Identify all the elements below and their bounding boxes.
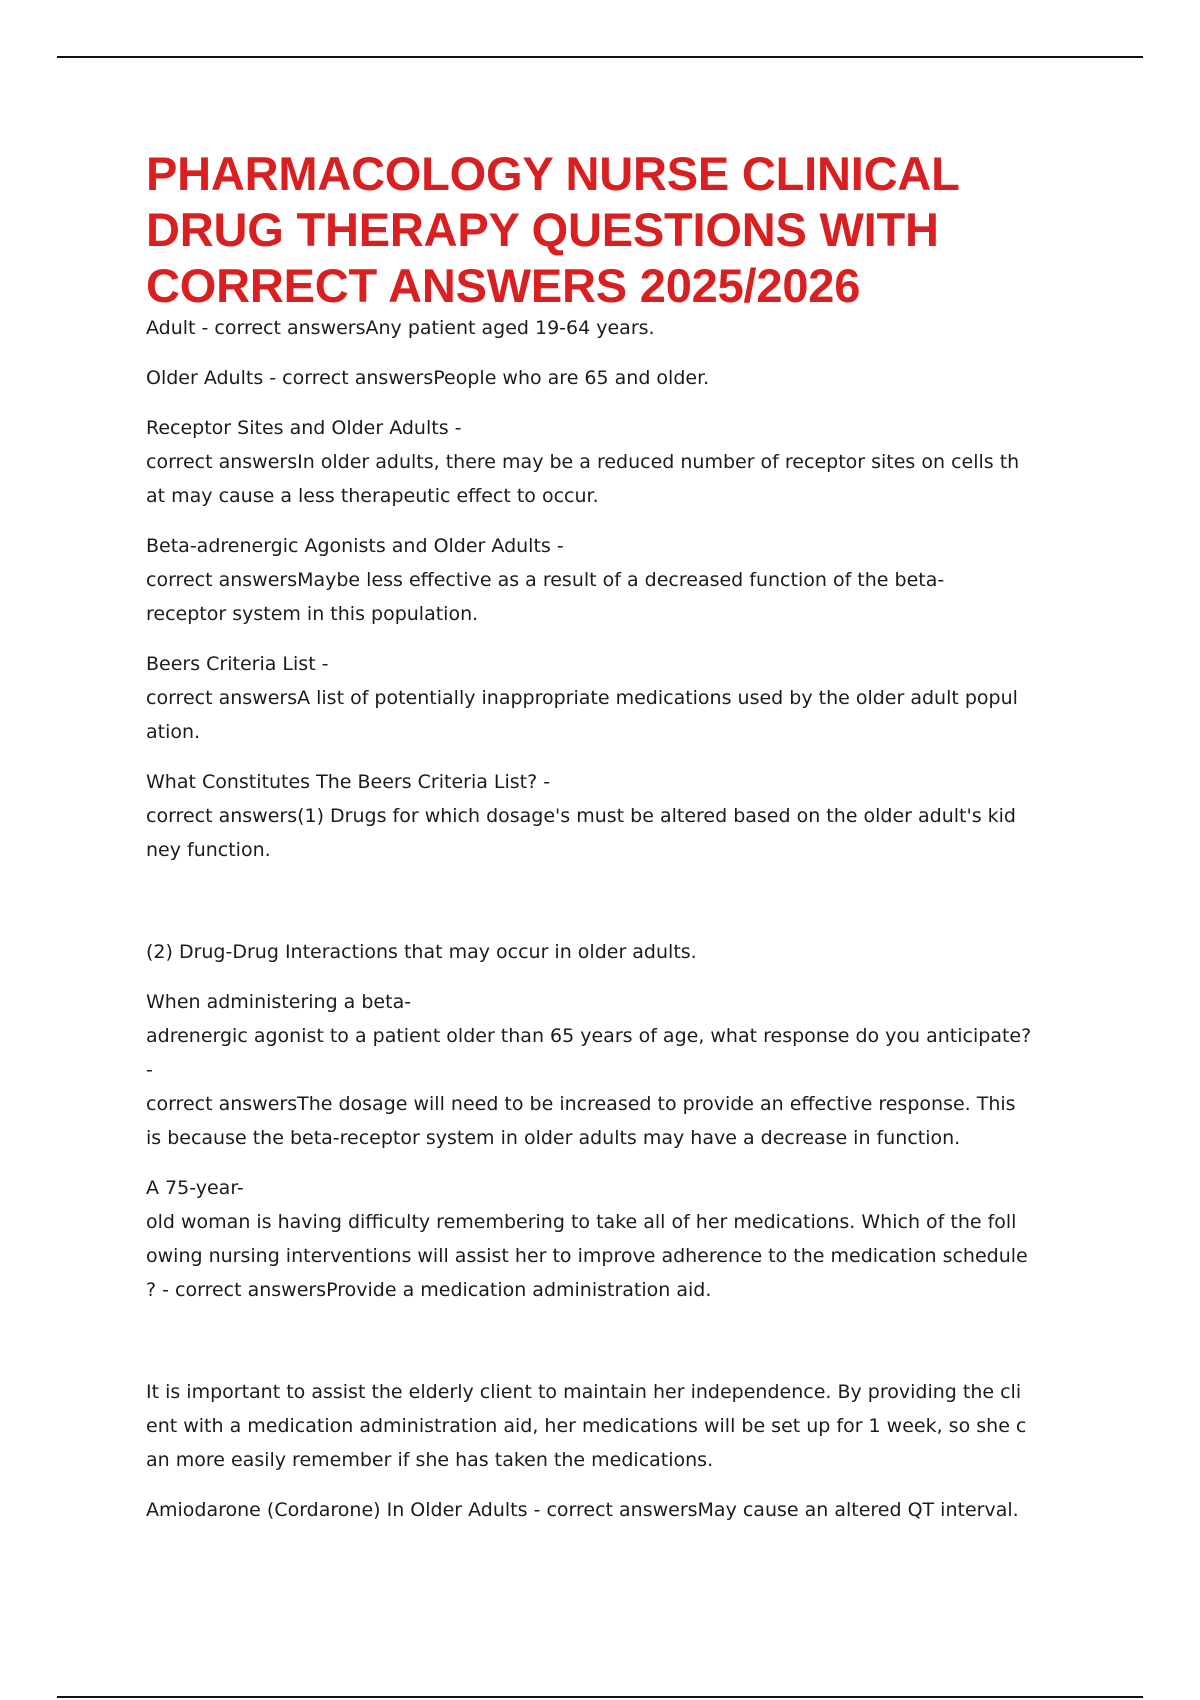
entry-line: Adult - correct answersAny patient aged 19-64 years. <box>146 317 655 339</box>
qa-entry-beers-constitutes <box>146 765 1066 867</box>
entry-line: receptor system in this population. <box>146 603 479 625</box>
entry-line: - <box>146 1059 153 1081</box>
entry-line: A 75-year- <box>146 1177 244 1199</box>
entry-line: Receptor Sites and Older Adults - <box>146 417 462 439</box>
entry-line: correct answersA list of potentially inappropriate medications used by the older adult popul <box>146 687 1018 709</box>
entry-line: at may cause a less therapeutic effect to occur. <box>146 485 599 507</box>
entry-line: is because the beta-receptor system in older adults may have a decrease in function. <box>146 1127 961 1149</box>
qa-entry-independence <box>146 1375 1066 1477</box>
entry-line: Beta-adrenergic Agonists and Older Adults - <box>146 535 564 557</box>
qa-entry-beers-criteria <box>146 647 1066 749</box>
entry-line: correct answersThe dosage will need to be increased to provide an effective response. This <box>146 1093 1016 1115</box>
entry-line: Older Adults - correct answersPeople who are 65 and older. <box>146 367 710 389</box>
entry-line: old woman is having difficulty remembering to take all of her medications. Which of the foll <box>146 1211 1017 1233</box>
qa-entry-receptor-sites <box>146 411 1066 513</box>
entry-line: Beers Criteria List - <box>146 653 329 675</box>
entry-line: ney function. <box>146 839 271 861</box>
qa-entry-beta-agonist-response <box>146 985 1066 1155</box>
qa-entry-amiodarone <box>146 1493 1066 1527</box>
entry-line: ? - correct answersProvide a medication administration aid. <box>146 1279 712 1301</box>
entry-line: owing nursing interventions will assist her to improve adherence to the medication schedule <box>146 1245 1028 1267</box>
entry-line: ent with a medication administration aid, her medications will be set up for 1 week, so she c <box>146 1415 1027 1437</box>
document-body <box>146 311 1066 1527</box>
bottom-rule <box>57 1696 1143 1698</box>
entry-line: ation. <box>146 721 201 743</box>
top-rule <box>57 56 1143 58</box>
entry-line: When administering a beta- <box>146 991 412 1013</box>
document-title <box>146 146 1086 314</box>
qa-entry-drug-interactions <box>146 935 1066 969</box>
entry-line: correct answersIn older adults, there may be a reduced number of receptor sites on cells th <box>146 451 1020 473</box>
entry-line: correct answers(1) Drugs for which dosage's must be altered based on the older adult's kid <box>146 805 1016 827</box>
entry-line: correct answersMaybe less effective as a result of a decreased function of the beta- <box>146 569 945 591</box>
entry-line: It is important to assist the elderly client to maintain her independence. By providing the cli <box>146 1381 1022 1403</box>
title-line: CORRECT ANSWERS 2025/2026 <box>146 259 861 312</box>
entry-line: an more easily remember if she has taken the medications. <box>146 1449 714 1471</box>
entry-line: What Constitutes The Beers Criteria List? - <box>146 771 551 793</box>
qa-entry-beta-agonists <box>146 529 1066 631</box>
qa-entry-older-adults <box>146 361 1066 395</box>
qa-entry-adherence <box>146 1171 1066 1307</box>
entry-line: (2) Drug-Drug Interactions that may occur in older adults. <box>146 941 697 963</box>
qa-entry-adult <box>146 311 1066 345</box>
entry-line: adrenergic agonist to a patient older than 65 years of age, what response do you anticipate? <box>146 1025 1032 1047</box>
title-line: DRUG THERAPY QUESTIONS WITH <box>146 203 939 256</box>
entry-line: Amiodarone (Cordarone) In Older Adults - correct answersMay cause an altered QT interval. <box>146 1499 1019 1521</box>
title-line: PHARMACOLOGY NURSE CLINICAL <box>146 147 960 200</box>
